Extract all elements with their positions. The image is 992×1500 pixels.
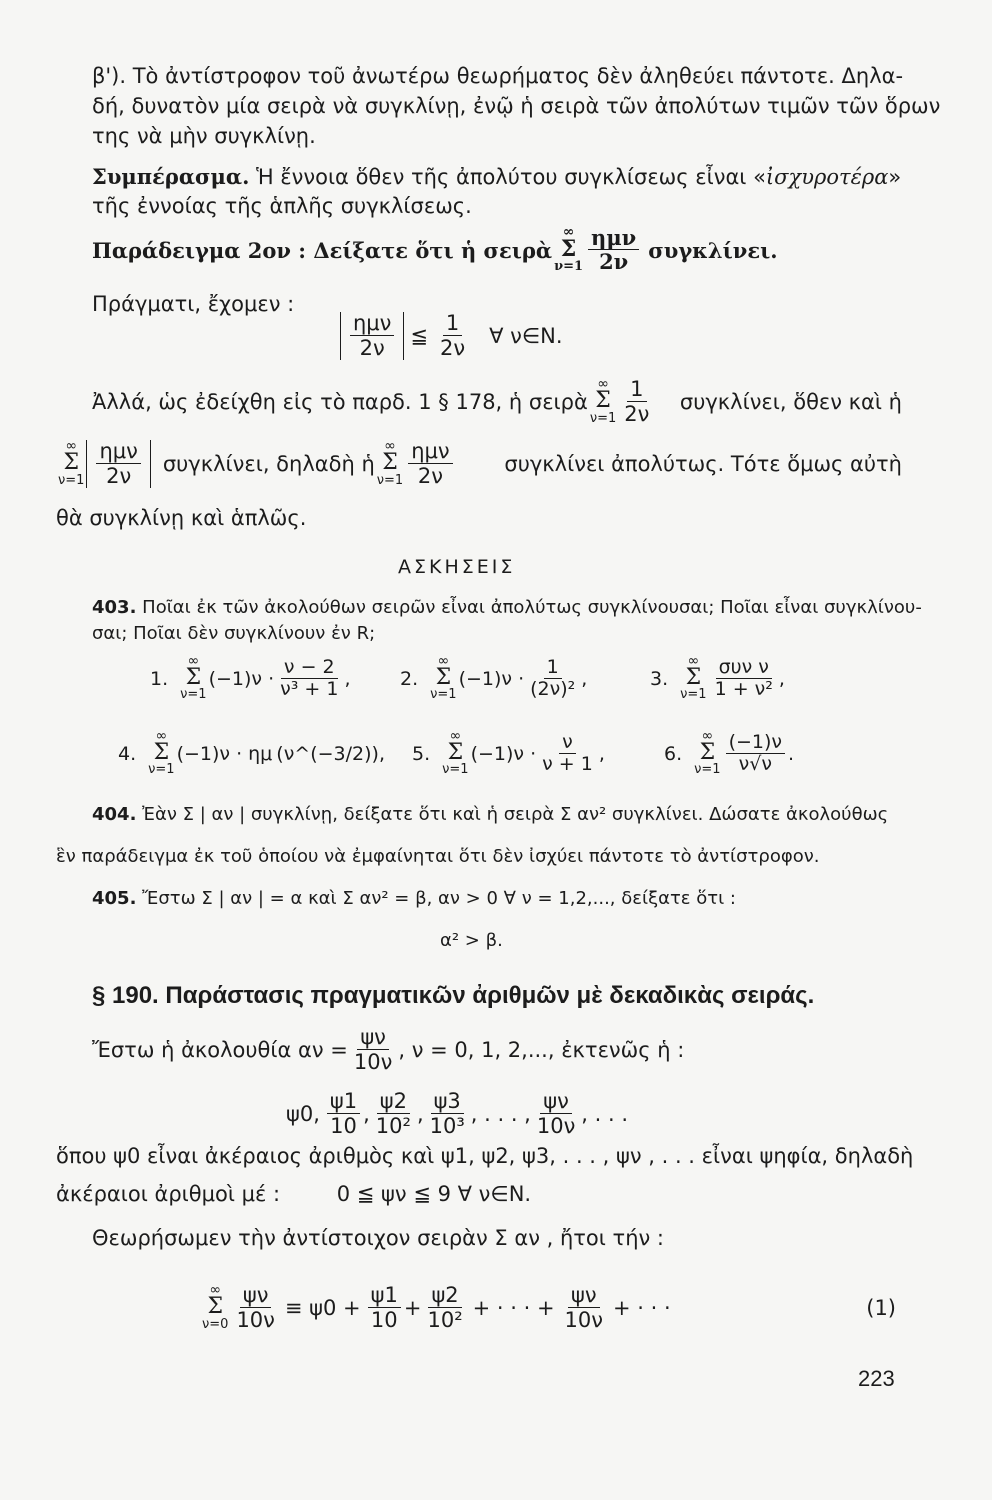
item-end: , [598,742,605,765]
inequality [340,312,563,360]
item-number: 4. [118,742,137,765]
abs-fraction-2 [408,440,452,488]
let-text: Ἔστω ἡ ἀκολουθία αν = [92,1037,348,1062]
frac-den: 10ν [353,1050,393,1075]
frac-num: ψ2 [428,1284,461,1308]
sum-sym: Σ [382,449,398,475]
simply-line: θὰ συγκλίνῃ καὶ ἁπλῶς. [56,506,307,530]
frac-num: ψ3 [431,1090,464,1114]
sum-symbol: ∞ Σ ν=1 [148,728,175,778]
frac-den: 10ν [564,1308,603,1333]
seq-sep: , . . . [581,1101,629,1126]
frac-num: 1 [443,312,462,336]
exercise-403-line-2: σαι; Ποῖαι δὲν συγκλίνουν ἐν R; [92,623,376,644]
frac-num: ψν [357,1026,389,1050]
but-text: Ἀλλά, ὡς ἐδείχθη εἰς τὸ παρδ. 1 § 178, ἡ σειρὰ [92,389,588,414]
exercise-405-text-1: Ἔστω Σ | αν | = α καὶ Σ αν² = β, αν > 0 ∀ ν = 1,2,..., δείξατε ὅτι : [142,888,736,909]
sum-symbol [377,440,403,488]
abs-value [86,440,150,488]
sum-sup: ∞ [597,376,609,393]
series-term-1 [368,1284,401,1332]
frac-num: ν [559,732,576,754]
example-2-fraction [588,226,639,274]
frac-den: ν³ + 1 [280,677,339,700]
item-coef: (−1)ν · [470,742,537,765]
exercise-404-line-1 [92,804,888,826]
exercise-item-4 [118,730,385,778]
exercise-403-text-1: Ποῖαι ἐκ τῶν ἀκολούθων σειρῶν εἶναι ἀπολύτως συγκλίνουσαι; Ποῖαι εἶναι συγκλίνου- [142,597,922,618]
exercise-404-line-2: ἓν παράδειγμα ἐκ τοῦ ὁποίου νὰ ἐμφαίνηται ὅτι δὲν ἰσχύει πάντοτε τὸ ἀντίστροφον. [56,846,820,867]
frac-num: ψ1 [327,1090,360,1114]
item-fraction [539,732,596,776]
example-2-tail: συγκλίνει. [648,237,778,263]
frac-den: 10 [330,1114,357,1139]
exercise-item-6 [664,730,794,778]
conclusion-line-2: τῆς ἐννοίας τῆς ἁπλῆς συγκλίσεως. [92,194,472,218]
beta-line-3: της νὰ μὴν συγκλίνῃ. [92,124,316,148]
exercise-item-5 [412,730,605,778]
frac-den: 10 [370,1308,398,1333]
consider-line: Θεωρήσωμεν τὴν ἀντίστοιχον σειρὰν Σ αν , ἤτοι τήν : [92,1226,664,1250]
item-end: , [581,667,588,690]
where-line-2 [56,1182,531,1207]
where-line-1: ὅπου ψ0 εἶναι ἀκέραιος ἀριθμὸς καὶ ψ1, ψ2, ψ3, . . . , ψν , . . . εἶναι ψηφία, δηλαδὴ [56,1144,914,1168]
item-fraction [277,657,341,701]
sum-symbol: ∞ Σ ν=1 [180,653,207,703]
seq-term-3 [427,1090,468,1138]
seq-term-1 [327,1090,360,1138]
frac-den: 2ν [624,402,650,427]
frac-num: ν − 2 [281,657,338,679]
exercise-405-number: 405. [92,888,137,909]
sum-sym: Σ [560,235,577,262]
exercise-405-line-1 [92,888,736,910]
item-fraction [527,657,578,701]
series-eq: ≡ ψ0 + [284,1295,361,1320]
item-end: , [378,742,386,765]
ineq-rhs-fraction [437,312,468,360]
frac-den: ν√ν [738,752,772,775]
frac-den: 10² [427,1308,463,1333]
seq-term-n [534,1090,578,1138]
frac-num: 1 [544,657,562,679]
seq-term-2 [373,1090,414,1138]
sequence-line [286,1090,628,1138]
frac-den: (2ν)² [530,677,576,700]
frac-num: ημν [408,440,452,464]
sum-sub: ν=1 [554,258,584,274]
let-fraction [351,1026,395,1074]
seq-sep: , [363,1101,370,1126]
ineq-relation: ≦ [410,323,429,348]
abs-value [340,312,404,360]
ineq-forall: ∀ ν∈N. [489,323,563,348]
sum-symbol: ∞ Σ ν=0 [202,1282,229,1332]
sum-sym: Σ [63,449,79,475]
sum-symbol [554,226,583,274]
equation-label: (1) [866,1295,896,1320]
item-number: 2. [400,667,419,690]
seq-start: ψ0, [286,1101,320,1126]
frac-num: 1 [627,378,646,402]
frac-num: συν ν [716,657,772,679]
abs-mid: συγκλίνει, δηλαδὴ ἡ [162,451,375,476]
but-fraction [621,378,652,426]
abs-tail: συγκλίνει ἀπολύτως. Τότε ὅμως αὐτὴ [504,451,902,476]
sum-symbol: ∞ Σ ν=1 [694,728,721,778]
frac-num: ψ1 [368,1284,401,1308]
item-number: 1. [150,667,169,690]
let-tail: , ν = 0, 1, 2,..., ἐκτενῶς ἡ : [398,1037,685,1062]
frac-den: 10ν [536,1114,576,1139]
sum-sub: ν=1 [589,410,617,426]
indeed-line: Πράγματι, ἔχομεν : [92,292,295,316]
frac-den: 2ν [106,464,132,489]
frac-num: (−1)ν [726,732,785,754]
sum-symbol: ∞ Σ ν=1 [430,653,457,703]
frac-den: 2ν [599,249,629,275]
series-end: + · · · [613,1295,671,1320]
frac-num: ημν [588,226,639,250]
exercise-404-number: 404. [92,804,137,825]
abs-fraction [96,440,140,488]
exercises-heading: ΑΣΚΗΣΕΙΣ [398,556,516,578]
frac-num: ψ2 [377,1090,410,1114]
frac-den: ν + 1 [542,752,593,775]
conclusion-end: » [888,165,902,189]
where-bound: 0 ≦ ψν ≦ 9 ∀ ν∈N. [336,1182,532,1206]
frac-den: 10³ [429,1114,465,1139]
item-coef: (−1)ν · [458,667,525,690]
exercise-405-line-2: α² > β. [440,930,503,951]
exercise-404-text-1: Ἐὰν Σ | αν | συγκλίνῃ, δείξατε ὅτι καὶ ἡ σειρὰ Σ αν² συγκλίνει. Δώσατε ἀκολούθως [142,804,889,825]
seq-sep: , . . . , [470,1101,531,1126]
item-end: , [344,667,351,690]
series-equation: ∞ Σ ν=0 $\frac{\psi\nu}{10\nu}$ ≡ ψ0 + $\frac{\psi 1}{10}$ + $\frac{\psi 2}{\text{10²}}$ + · · · + $\frac{\psi\nu}{10\nu}$ + · · · (1) [202,1282,896,1333]
exercise-item-3 [650,655,785,703]
sum-sup: ∞ [562,224,575,241]
item-end: , [778,667,785,690]
sum-symbol: ∞ Σ ν=1 [680,653,707,703]
frac-num: ψν [240,1284,272,1308]
conclusion-text: Ἡ ἔννοια ὅθεν τῆς ἀπολύτου συγκλίσεως εἶναι « [249,165,766,189]
frac-den: 10² [375,1114,411,1139]
sum-symbol: ∞ Σ ν=1 [442,728,469,778]
page-number: 223 [858,1366,895,1391]
beta-line-2: δή, δυνατὸν μία σειρὰ νὰ συγκλίνῃ, ἐνῷ ἡ σειρὰ τῶν ἀπολύτων τιμῶν τῶν ὅρων [92,94,941,118]
item-coef: (−1)ν · ημ [176,742,273,765]
frac-num: ημν [96,440,140,464]
frac-den: 2ν [359,336,385,361]
sum-sup: ∞ [65,438,78,455]
exercise-item-1 [150,655,350,703]
sum-symbol [58,440,84,488]
frac-den: 2ν [417,464,443,489]
let-line [92,1026,684,1074]
item-number: 6. [664,742,683,765]
conclusion-label: Συμπέρασμα. [92,164,250,189]
item-number: 3. [650,667,669,690]
frac-den: 1 + ν² [714,677,773,700]
section-190-title: § 190. Παράστασις πραγματικῶν ἀριθμῶν μὲ δεκαδικὰς σειράς. [92,982,815,1009]
sum-sup: ∞ [384,438,396,455]
exercise-403-line-1 [92,597,922,619]
sum-sym: Σ [595,387,611,413]
frac-den: 2ν [440,336,466,361]
item-arg: (ν^(−3/2)) [276,742,379,765]
abs-series-line [56,440,902,488]
seq-sep: , [416,1101,424,1126]
sum-sub: ν=1 [376,472,404,488]
example-2-heading-text: Παράδειγμα 2ον : Δείξατε ὅτι ἡ σειρὰ [92,237,553,263]
item-end: . [788,742,795,765]
exercise-item-2 [400,655,587,703]
exercise-403-number: 403. [92,597,137,618]
series-term-2 [424,1284,465,1332]
where-text: ἀκέραιοι ἀριθμοὶ μέ : [56,1182,281,1206]
frac-num: ψν [540,1090,572,1114]
item-coef: (−1)ν · [208,667,275,690]
sum-sub: ν=1 [58,472,85,488]
item-fraction [726,732,785,776]
but-line [92,378,902,426]
conclusion-line-1 [92,164,901,190]
frac-den: 10ν [236,1308,275,1333]
frac-num: ημν [350,312,394,336]
ineq-lhs-fraction [350,312,394,360]
series-mid: + · · · + [472,1295,555,1320]
sum-symbol [590,378,616,426]
item-fraction [712,657,776,701]
series-term-n [562,1284,606,1332]
conclusion-emphasis: ἰσχυροτέρα [765,165,889,189]
series-lhs [233,1284,277,1332]
frac-num: ψν [568,1284,600,1308]
item-number: 5. [412,742,431,765]
but-tail: συγκλίνει, ὅθεν καὶ ἡ [679,389,902,414]
example-2-heading [92,226,778,274]
beta-line-1: β'). Τὸ ἀντίστροφον τοῦ ἀνωτέρω θεωρήματος δὲν ἀληθεύει πάντοτε. Δηλα- [92,64,904,88]
